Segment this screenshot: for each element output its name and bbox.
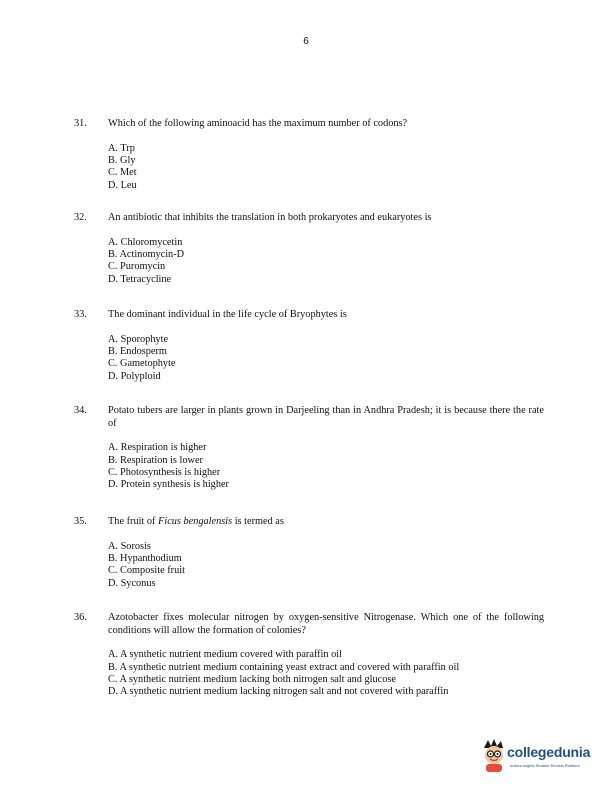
question-36 bbox=[74, 612, 544, 699]
species-name: Ficus bengalensis bbox=[158, 516, 233, 527]
option-d: D. A synthetic nutrient medium lacking nitrogen salt and not covered with paraffin bbox=[108, 686, 449, 698]
option-c: C. Gametophyte bbox=[108, 358, 176, 370]
option-d: D. Leu bbox=[108, 179, 137, 191]
option-b: B. Respiration is lower bbox=[108, 454, 203, 466]
option-a: A. Trp bbox=[108, 142, 135, 154]
option-d: D. Protein synthesis is higher bbox=[108, 479, 229, 491]
option-c: C. Photosynthesis is higher bbox=[108, 467, 221, 478]
option-c: C. Met bbox=[108, 167, 137, 179]
question-number: 31. bbox=[74, 118, 87, 129]
option-a: A. A synthetic nutrient medium covered with paraffin oil bbox=[108, 649, 343, 661]
question-32 bbox=[74, 212, 544, 286]
question-text: Potato tubers are larger in plants grown in Darjeeling than in Andhra Pradesh; it is because there the rate of bbox=[108, 405, 544, 429]
question-31 bbox=[74, 118, 544, 192]
mascot-icon bbox=[480, 738, 508, 772]
question-text: Azotobacter fixes molecular nitrogen by oxygen-sensitive Nitrogenase. Which one of the following conditions will allow the formation of colonies? bbox=[108, 612, 544, 636]
question-text: An antibiotic that inhibits the translation in both prokaryotes and eukaryotes is bbox=[108, 212, 432, 223]
option-b: B. Actinomycin-D bbox=[108, 249, 185, 260]
option-list bbox=[108, 334, 544, 384]
question-number: 33. bbox=[74, 309, 87, 320]
option-a: A. Chloromycetin bbox=[108, 236, 183, 248]
logo-wordmark: collegedunia bbox=[507, 744, 591, 760]
option-list bbox=[108, 442, 544, 492]
question-text: Which of the following aminoacid has the maximum number of codons? bbox=[108, 118, 408, 129]
option-a: A. Sporophyte bbox=[108, 333, 169, 345]
option-list bbox=[108, 649, 544, 699]
logo-tagline: India's largest Student Review Platform bbox=[510, 763, 580, 768]
option-d: D. Syconus bbox=[108, 577, 156, 589]
option-c: C. Puromycin bbox=[108, 261, 166, 273]
page-number: 6 bbox=[303, 36, 309, 47]
question-number: 34. bbox=[74, 405, 87, 416]
question-text bbox=[108, 516, 544, 529]
question-number: 32. bbox=[74, 212, 87, 223]
question-text-part: The fruit of bbox=[108, 516, 159, 527]
option-list bbox=[108, 237, 544, 287]
question-text: The dominant individual in the life cycle of Bryophytes is bbox=[108, 309, 347, 320]
question-33 bbox=[74, 309, 544, 383]
option-b: B. Gly bbox=[108, 155, 136, 166]
question-number: 36. bbox=[74, 612, 87, 623]
option-list bbox=[108, 541, 544, 591]
question-text-part: is termed as bbox=[232, 516, 284, 527]
option-b: B. Hypanthodium bbox=[108, 553, 182, 564]
option-b: B. A synthetic nutrient medium containing yeast extract and covered with paraffin oil bbox=[108, 661, 460, 673]
question-number: 35. bbox=[74, 516, 87, 527]
question-34 bbox=[74, 405, 544, 492]
option-c: C. A synthetic nutrient medium lacking both nitrogen salt and glucose bbox=[108, 674, 396, 685]
option-list bbox=[108, 143, 544, 193]
option-b: B. Endosperm bbox=[108, 346, 167, 357]
option-d: D. Tetracycline bbox=[108, 273, 172, 285]
option-a: A. Sorosis bbox=[108, 540, 151, 552]
option-a: A. Respiration is higher bbox=[108, 442, 207, 454]
option-d: D. Polyploid bbox=[108, 370, 161, 382]
question-35 bbox=[74, 516, 544, 590]
collegedunia-logo bbox=[480, 738, 600, 776]
option-c: C. Composite fruit bbox=[108, 565, 185, 577]
